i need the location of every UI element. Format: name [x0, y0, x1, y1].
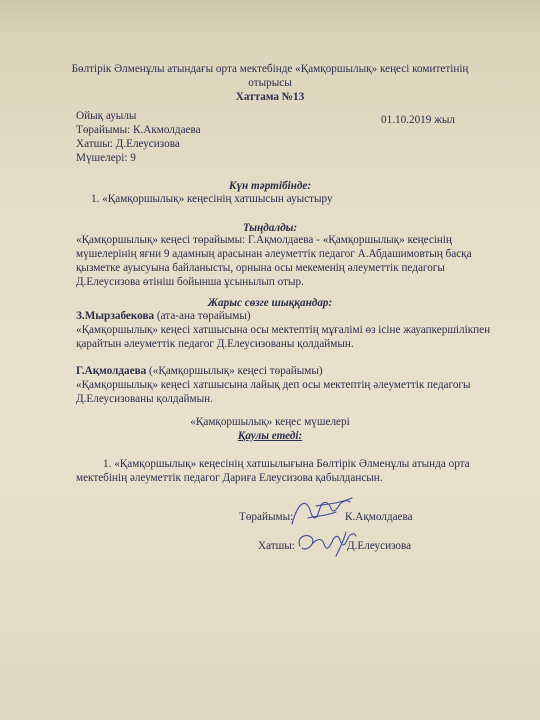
listened-heading: Тыңдалды: [242, 222, 298, 234]
speaker-1-header [76, 310, 251, 323]
secretary-line: Хатшы: Д.Елеусизова [76, 138, 180, 150]
listened-line-1: «Қамқоршылық» кеңесі төрайымы: Г.Ақмолдаева - «Қамқоршылық» кеңесінің [76, 234, 453, 246]
speaker-1-name: З.Мырзабекова [76, 310, 155, 322]
title-line-2: отырысы [248, 77, 292, 89]
agenda-item: 1. «Қамқоршылық» кеңесінің хатшысын ауыстыру [91, 193, 333, 205]
chair-signature-label: Төрайымы: [239, 511, 294, 523]
members-count: Мүшелері: 9 [76, 152, 136, 164]
title-line-1: Бөлтірік Әлменұлы атындағы орта мектебінде «Қамқоршылық» кеңесі комитетінің [71, 63, 469, 75]
listened-line-4: Д.Елеусизова өтініш бойынша ұсынылып отыр. [76, 276, 304, 288]
chair-line: Төрайымы: К.Акмолдаева [76, 124, 201, 136]
speaker-2-header [76, 365, 323, 378]
place: Ойық ауылы [76, 110, 137, 122]
listened-line-2: мүшелерінің яғни 9 адамның арасынан әлеуметтік педагог А.Абдашимовтың басқа [76, 248, 472, 260]
speaker-2-line-2: Д.Елеусизованы қолдаймын. [76, 393, 213, 405]
decision-members: «Қамқоршылық» кеңес мүшелері [190, 416, 350, 428]
secretary-signature-label: Хатшы: [258, 540, 295, 552]
date: 01.10.2019 жыл [381, 114, 455, 126]
protocol-number: Хаттама №13 [235, 91, 305, 103]
secretary-signature-name: Д.Елеусизова [347, 540, 412, 552]
speaker-1-role: (ата-ана төрайымы) [154, 310, 251, 322]
speaker-2-role: («Қамқоршылық» кеңесі төрайымы) [146, 365, 323, 377]
decision-line-2: мектебінің әлеуметтік педагог Дариға Елеусизова қабылдансын. [76, 472, 383, 484]
agenda-heading: Күн тәртібінде: [228, 180, 312, 192]
speaker-1-line-2: қарайтын әлеуметтік педагог Д.Елеусизованы қолдаймын. [76, 338, 354, 350]
listened-line-3: қызметке ауысуына байланысты, орнына осы мекеменің әлеуметтік педагогы [76, 262, 445, 274]
speaker-2-line-1: «Қамқоршылық» кеңесі хатшысына лайық деп осы мектептің әлеуметтік педагогы [76, 379, 471, 391]
decision-heading: Қаулы етеді: [237, 430, 303, 442]
chair-signature-stroke [292, 498, 352, 524]
decision-line-1: 1. «Қамқоршылық» кеңесінің хатшылығына Бөлтірік Әлменұлы атында орта [103, 458, 470, 470]
speakers-heading: Жарыс сөзге шыққандар: [207, 297, 333, 309]
speaker-2-name: Г.Ақмолдаева [76, 365, 147, 377]
chair-signature-name: К.Ақмолдаева [345, 511, 413, 523]
speaker-1-line-1: «Қамқоршылық» кеңесі хатшысына осы мектептің мұғалімі өз ісіне жауапкершілікпен [76, 324, 491, 336]
